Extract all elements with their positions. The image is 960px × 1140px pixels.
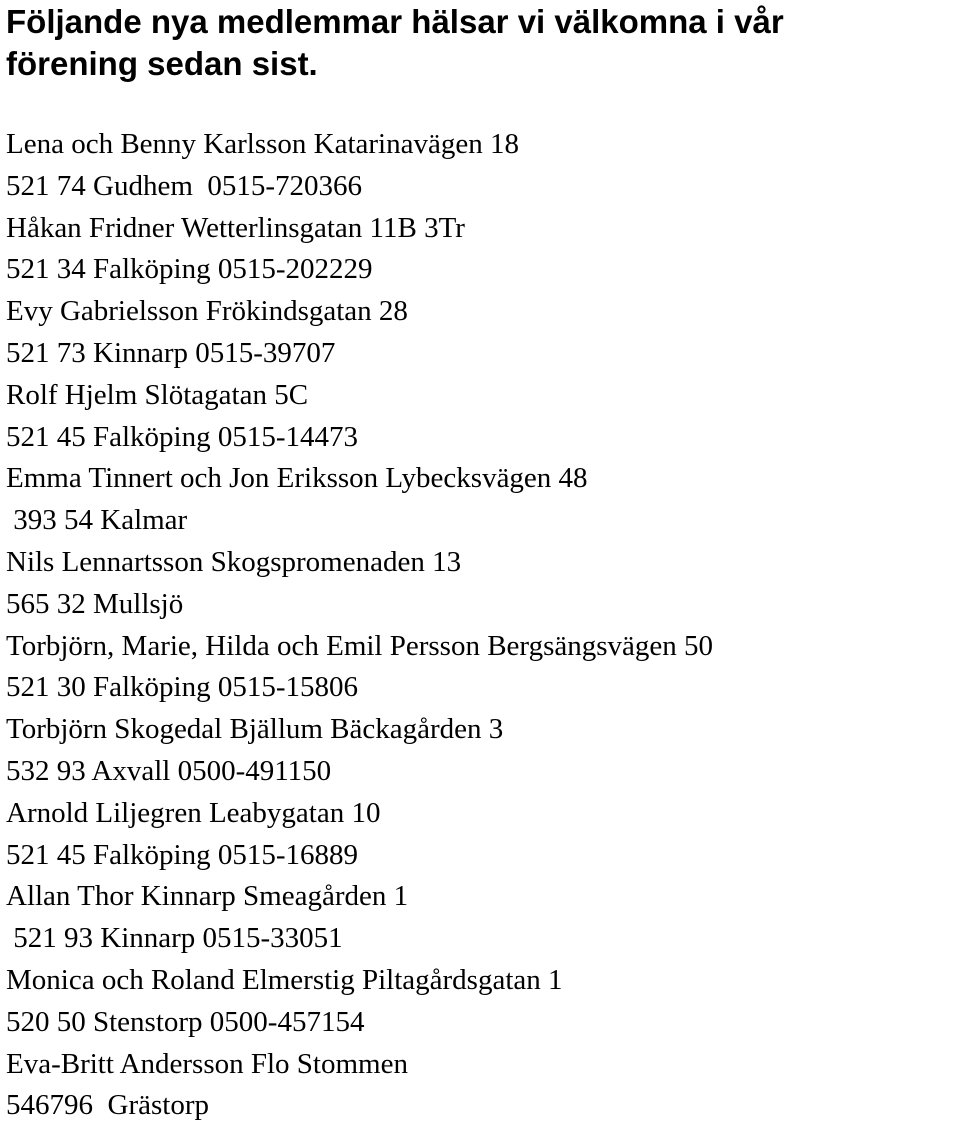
member-entry	[6, 375, 956, 459]
member-name-address: Eva-Britt Andersson Flo Stommen	[6, 1047, 408, 1080]
member-name-address: Torbjörn, Marie, Hilda och Emil Persson Bergsängsvägen 50	[6, 629, 714, 662]
member-name-address: Rolf Hjelm Slötagatan 5C	[6, 378, 309, 411]
member-postal-phone: 520 50 Stenstorp 0500-457154	[6, 1005, 365, 1038]
member-name-address: Evy Gabrielsson Frökindsgatan 28	[6, 295, 408, 328]
member-postal-phone: 532 93 Axvall 0500-491150	[6, 754, 332, 787]
member-entry	[6, 1044, 956, 1128]
member-entry	[6, 124, 956, 208]
document-heading	[6, 0, 956, 85]
member-name-address: Emma Tinnert och Jon Eriksson Lybecksvägen 48	[6, 462, 588, 495]
member-entry	[6, 542, 956, 626]
member-postal-phone: 521 30 Falköping 0515-15806	[6, 671, 359, 704]
member-entry	[6, 458, 956, 542]
member-list	[6, 124, 956, 1127]
heading-line-1: Följande nya medlemmar hälsar vi välkomna i vår	[6, 3, 784, 40]
member-entry	[6, 876, 956, 960]
member-postal-phone: 521 45 Falköping 0515-16889	[6, 838, 359, 871]
member-entry	[6, 291, 956, 375]
member-entry	[6, 208, 956, 292]
member-postal-phone: 393 54 Kalmar	[6, 504, 188, 537]
member-name-address: Torbjörn Skogedal Bjällum Bäckagården 3	[6, 713, 504, 746]
heading-line-2: förening sedan sist.	[6, 45, 318, 82]
member-name-address: Håkan Fridner Wetterlinsgatan 11B 3Tr	[6, 211, 465, 244]
member-entry	[6, 709, 956, 793]
member-entry	[6, 626, 956, 710]
document-page	[6, 0, 956, 1127]
member-postal-phone: 546796 Grästorp	[6, 1089, 209, 1122]
member-name-address: Lena och Benny Karlsson Katarinavägen 18	[6, 128, 519, 160]
member-postal-phone: 521 34 Falköping 0515-202229	[6, 253, 373, 286]
member-postal-phone: 521 74 Gudhem 0515-720366	[6, 169, 363, 202]
member-name-address: Arnold Liljegren Leabygatan 10	[6, 796, 381, 829]
member-name-address: Allan Thor Kinnarp Smeagården 1	[6, 880, 409, 913]
member-entry	[6, 793, 956, 877]
member-postal-phone: 565 32 Mullsjö	[6, 587, 184, 620]
member-name-address: Monica och Roland Elmerstig Piltagårdsgatan 1	[6, 963, 563, 996]
member-postal-phone: 521 73 Kinnarp 0515-39707	[6, 336, 336, 369]
member-name-address: Nils Lennartsson Skogspromenaden 13	[6, 545, 462, 578]
member-postal-phone: 521 45 Falköping 0515-14473	[6, 420, 359, 453]
member-entry	[6, 960, 956, 1044]
member-postal-phone: 521 93 Kinnarp 0515-33051	[6, 922, 343, 955]
